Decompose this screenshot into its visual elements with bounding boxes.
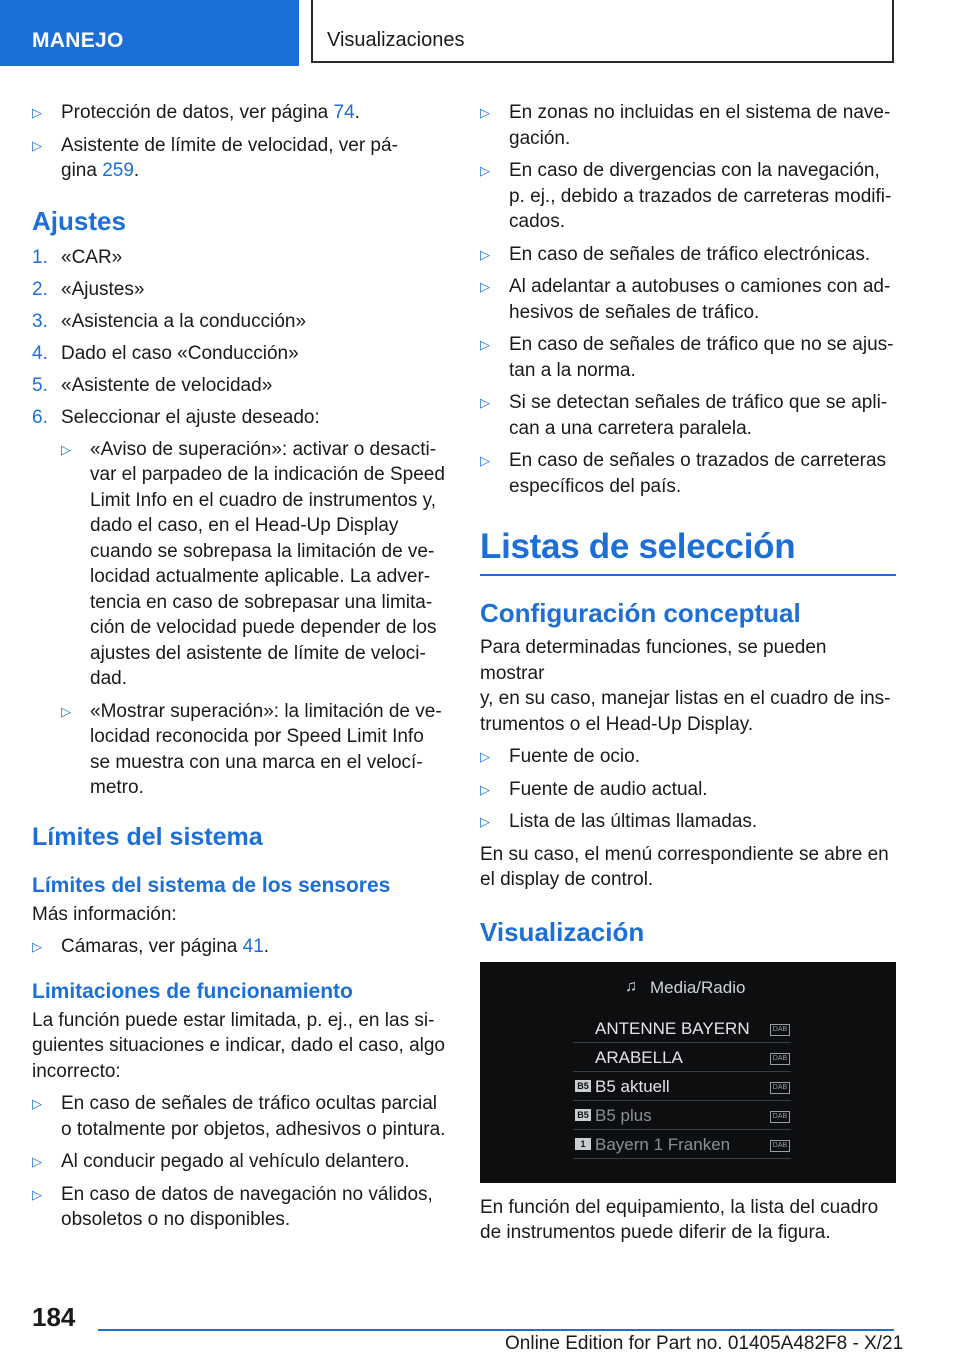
left-column — [32, 100, 450, 1240]
triangle-bullet-icon: ▷ — [480, 337, 490, 352]
triangle-bullet-icon: ▷ — [61, 703, 71, 719]
chapter-tab — [311, 0, 894, 63]
section-heading: Límites del sistema — [32, 822, 263, 851]
triangle-bullet-icon: ▷ — [480, 814, 490, 829]
subsection-heading: Límites del sistema de los sensores — [32, 873, 391, 897]
triangle-bullet-icon: ▷ — [32, 1154, 42, 1169]
page-header — [0, 0, 960, 66]
station-row: 1 Bayern 1 Franken DAB — [573, 1132, 791, 1159]
list-item: ▷ «Mostrar superación»: la limitación de ve- locidad reconocida por Speed Limit Info se muestra con una marca en el velocí- metro. — [61, 700, 442, 798]
paragraph: En su caso, el menú correspondiente se abre en el display de control. — [480, 843, 889, 890]
triangle-bullet-icon: ▷ — [480, 246, 490, 262]
screen-title: Media/Radio — [650, 977, 746, 997]
footer-rule — [98, 1329, 894, 1331]
station-logo: B5 — [575, 1109, 591, 1121]
page-link[interactable]: 41 — [242, 936, 264, 957]
edition-note: Online Edition for Part no. 01405A482F8 - X/21 — [505, 1333, 904, 1354]
section-heading: Configuración conceptual — [480, 598, 801, 628]
triangle-bullet-icon: ▷ — [32, 137, 42, 153]
list-item: ▷ Al conducir pegado al vehículo delantero. — [32, 1149, 450, 1175]
subsection-heading: Limitaciones de funcionamiento — [32, 979, 353, 1003]
list-item: ▷ En caso de divergencias con la navegación, p. ej., debido a trazados de carreteras modifi- cados. — [480, 160, 892, 232]
list-item: ▷ En caso de señales de tráfico que no se ajus- tan a la norma. — [480, 334, 894, 381]
chapter-heading: Listas de selección — [480, 527, 796, 566]
step-item: 3. «Asistencia a la conducción» — [32, 310, 307, 332]
figure-caption: En función del equipamiento, la lista del cuadro de instrumentos puede diferir de la figura. — [480, 1196, 879, 1243]
triangle-bullet-icon: ▷ — [32, 105, 42, 120]
list-item: ▷ Si se detectan señales de tráfico que se apli- can a una carretera paralela. — [480, 392, 888, 439]
triangle-bullet-icon: ▷ — [32, 1186, 42, 1202]
station-logo: 1 — [575, 1138, 591, 1150]
triangle-bullet-icon: ▷ — [61, 441, 71, 457]
step-item: 6. Seleccionar el ajuste deseado: — [32, 406, 320, 428]
triangle-bullet-icon: ▷ — [480, 163, 490, 178]
list-item: ▷ Protección de datos, ver página 74. — [32, 100, 450, 126]
paragraph: Más información: — [32, 903, 177, 925]
section-heading: Ajustes — [32, 205, 126, 236]
list-item: ▷ Al adelantar a autobuses o camiones con ad- hesivos de señales de tráfico. — [480, 276, 891, 323]
list-item: ▷ En caso de señales de tráfico ocultas parcial o totalmente por objetos, adhesivos o pintura. — [32, 1093, 446, 1140]
triangle-bullet-icon: ▷ — [480, 395, 490, 410]
section-tab — [0, 0, 299, 66]
paragraph: La función puede estar limitada, p. ej., en las si- guientes situaciones e indicar, dado el caso, algo incorrecto: — [32, 1009, 445, 1082]
dab-badge: DAB — [770, 1140, 790, 1152]
right-column — [480, 100, 896, 1246]
page-link[interactable]: 74 — [333, 102, 355, 123]
list-item: ▷ Asistente de límite de velocidad, ver pá- gina 259. — [32, 134, 398, 181]
heading-rule — [480, 574, 896, 576]
list-item: ▷ En zonas no incluidas en el sistema de nave- gación. — [480, 102, 891, 149]
station-logo: B5 — [575, 1080, 591, 1092]
step-item: 5. «Asistente de velocidad» — [32, 374, 273, 396]
media-radio-icon: ♫ — [625, 977, 637, 995]
list-item: ▷ Fuente de audio actual. — [480, 777, 896, 803]
list-item: ▷ En caso de señales de tráfico electrónicas. — [480, 242, 896, 268]
triangle-bullet-icon: ▷ — [480, 749, 490, 764]
triangle-bullet-icon: ▷ — [480, 105, 490, 120]
dab-badge: DAB — [770, 1053, 790, 1065]
station-row: ARABELLA DAB — [573, 1045, 791, 1072]
instrument-cluster-screenshot — [480, 962, 896, 1183]
list-item: ▷ En caso de datos de navegación no válidos, obsoletos o no disponibles. — [32, 1183, 433, 1230]
list-item: ▷ Fuente de ocio. — [480, 744, 896, 770]
step-item: 1. «CAR» — [32, 246, 123, 268]
list-item: ▷ En caso de señales o trazados de carreteras específicos del país. — [480, 450, 887, 497]
dab-badge: DAB — [770, 1024, 790, 1036]
station-row: B5 B5 plus DAB — [573, 1103, 791, 1130]
dab-badge: DAB — [770, 1082, 790, 1094]
station-row: ANTENNE BAYERN DAB — [573, 1016, 791, 1043]
section-label: MANEJO — [32, 29, 124, 52]
triangle-bullet-icon: ▷ — [32, 1096, 42, 1111]
triangle-bullet-icon: ▷ — [480, 781, 490, 797]
chapter-label: Visualizaciones — [327, 29, 465, 51]
section-heading: Visualización — [480, 916, 645, 947]
page-link[interactable]: 259 — [102, 160, 134, 181]
page-number: 184 — [32, 1302, 76, 1332]
triangle-bullet-icon: ▷ — [480, 279, 490, 294]
list-item: ▷ Cámaras, ver página 41. — [32, 934, 450, 960]
paragraph: Para determinadas funciones, se pueden mostrar y, en su caso, manejar listas en el cuadro de ins- trumentos o el Head-Up Display. — [480, 637, 891, 735]
triangle-bullet-icon: ▷ — [480, 453, 490, 468]
list-item: ▷ «Aviso de superación»: activar o desacti- var el parpadeo de la indicación de Speed Limit Info en el cuadro de instrumentos y, dado el caso, en el Head-Up Display cuando se sobrepasa la limitación de ve- locidad actualmente aplicable. La adver- tencia en caso de sobrepasar una limita- ción de velocidad puede depender de los ajustes del asistente de límite de veloci- dad. — [61, 438, 445, 689]
step-item: 2. «Ajustes» — [32, 278, 145, 300]
dab-badge: DAB — [770, 1111, 790, 1123]
step-item: 4. Dado el caso «Conducción» — [32, 342, 299, 364]
station-row: B5 B5 aktuell DAB — [573, 1074, 791, 1101]
list-item: ▷ Lista de las últimas llamadas. — [480, 809, 896, 835]
triangle-bullet-icon: ▷ — [32, 939, 42, 954]
